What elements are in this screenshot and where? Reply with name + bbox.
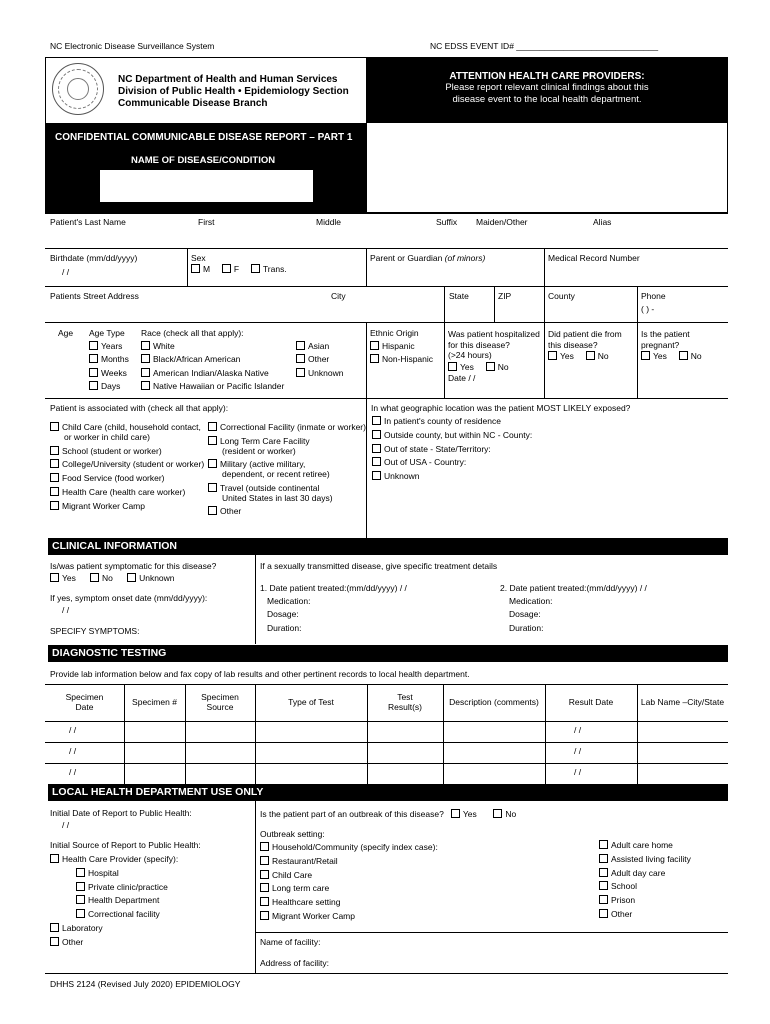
age-type-label: Age Type — [89, 328, 125, 338]
assoc-ltc[interactable]: Long Term Care Facility — [208, 436, 366, 447]
sex-f-checkbox[interactable] — [222, 264, 231, 273]
disease-label: NAME OF DISEASE/CONDITION — [131, 155, 276, 166]
pregnant-question: Is the patient pregnant? Yes No — [641, 329, 702, 362]
race-asian[interactable]: Asian — [296, 341, 343, 351]
onset-label: If yes, symptom onset date (mm/dd/yyyy): — [50, 593, 208, 603]
symp-unknown-checkbox[interactable] — [127, 573, 136, 582]
assoc-school[interactable]: School (student or worker) — [50, 446, 204, 457]
disease-name-input[interactable] — [100, 170, 313, 202]
table-row-2-specimen-date[interactable]: / / — [69, 746, 77, 756]
died-no-checkbox[interactable] — [586, 351, 595, 360]
county-label: County — [548, 291, 575, 301]
sex-options: M F Trans. — [191, 264, 287, 275]
initial-date-input[interactable]: / / — [62, 820, 70, 830]
association-col-1: Child Care (child, household contact, or worker in child care) School (student or worker) College/University (student or worker) Food Service (food worker) Health Care (health care worker) Migrant Worker Camp — [50, 422, 204, 514]
specify-symptoms-label: SPECIFY SYMPTOMS: — [50, 626, 140, 636]
middle-name-label: Middle — [316, 217, 342, 227]
treatment-1-date[interactable]: 1. Date patient treated:(mm/dd/yyyy) / / — [260, 583, 407, 593]
sex-label: Sex — [191, 253, 206, 263]
outbreak-no-checkbox[interactable] — [493, 809, 502, 818]
suffix-label: Suffix — [436, 217, 458, 227]
form-footer: DHHS 2124 (Revised July 2020) EPIDEMIOLOGY — [50, 979, 241, 989]
col-header-specimen-num: Specimen # — [132, 697, 177, 707]
assoc-health-care[interactable]: Health Care (health care worker) — [50, 487, 204, 498]
setting-adult-day-care[interactable]: Adult day care — [599, 868, 691, 879]
sex-trans-checkbox[interactable] — [251, 264, 260, 273]
zip-label: ZIP — [498, 291, 512, 301]
table-row-3-specimen-date[interactable]: / / — [69, 767, 77, 777]
phone-label: Phone — [641, 291, 666, 301]
treatment-1: 1. Date patient treated:(mm/dd/yyyy) / / Medication: Dosage: Duration: — [260, 583, 407, 633]
treatment-2: 2. Date patient treated:(mm/dd/yyyy) / / Medication: Dosage: Duration: — [500, 583, 647, 633]
setting-restaurant[interactable]: Restaurant/Retail — [260, 856, 438, 867]
clinical-section-header: CLINICAL INFORMATION — [48, 538, 728, 555]
preg-no-checkbox[interactable] — [679, 351, 688, 360]
setting-assisted-living[interactable]: Assisted living facility — [599, 854, 691, 865]
assoc-college[interactable]: College/University (student or worker) — [50, 459, 204, 470]
died-question: Did patient die from this disease? Yes No — [548, 329, 622, 362]
exposure-label: In what geographic location was the patient MOST LIKELY exposed? — [371, 403, 631, 413]
symptomatic-options: Yes No Unknown — [50, 573, 175, 584]
race-other[interactable]: Other — [296, 354, 343, 364]
race-unknown[interactable]: Unknown — [296, 368, 343, 378]
race-american-indian[interactable]: American Indian/Alaska Native — [141, 368, 284, 378]
local-section-header: LOCAL HEALTH DEPARTMENT USE ONLY — [48, 784, 728, 801]
diagnostic-note: Provide lab information below and fax copy of lab results and other pertinent records to local health department. — [50, 669, 470, 679]
lab-table — [45, 684, 728, 784]
race-list-right — [296, 341, 343, 381]
setting-prison[interactable]: Prison — [599, 895, 691, 906]
assoc-child-care[interactable]: Child Care (child, household contact, — [50, 422, 204, 433]
last-name-label: Patient's Last Name — [50, 217, 126, 227]
initial-date-label: Initial Date of Report to Public Health: — [50, 808, 192, 818]
association-col-2: Correctional Facility (inmate or worker) Long Term Care Facility (resident or worker) Military (active military, dependent, or recent retiree) Travel (outside continental United States in last 30 days) Other — [208, 422, 366, 520]
ethnic-label: Ethnic Origin — [370, 328, 419, 338]
symptomatic-question: Is/was patient symptomatic for this disease? — [50, 561, 217, 571]
hosp-yes-checkbox[interactable] — [448, 362, 457, 371]
ethnic-non-hispanic[interactable]: Non-Hispanic — [370, 354, 433, 364]
setting-school[interactable]: School — [599, 881, 691, 892]
exposure-own-county[interactable]: In patient's county of residence — [372, 416, 532, 427]
dept-name: NC Department of Health and Human Services — [118, 74, 338, 85]
hosp-date[interactable]: Date / / — [448, 372, 476, 383]
age-type-weeks[interactable]: Weeks — [89, 368, 129, 378]
treatment-2-date[interactable]: 2. Date patient treated:(mm/dd/yyyy) / / — [500, 583, 647, 593]
division-name: Division of Public Health • Epidemiology Section — [118, 86, 349, 97]
source-hospital[interactable]: Hospital — [50, 868, 178, 879]
symp-no-checkbox[interactable] — [90, 573, 99, 582]
age-label: Age — [58, 328, 74, 338]
first-name-label: First — [198, 217, 215, 227]
facility-address-label: Address of facility: — [260, 958, 329, 968]
col-header-result-date: Result Date — [568, 697, 614, 707]
attention-line-1: Please report relevant clinical findings about this — [445, 82, 649, 93]
age-type-list — [89, 341, 129, 394]
std-label: If a sexually transmitted disease, give specific treatment details — [260, 561, 498, 571]
race-list-left — [141, 341, 284, 394]
birthdate-label: Birthdate (mm/dd/yyyy) — [50, 253, 138, 263]
table-row-2-result-date[interactable]: / / — [574, 746, 582, 756]
col-header-description: Description (comments) — [449, 697, 539, 707]
event-id-field[interactable]: NC EDSS EVENT ID# ______________________________ — [430, 41, 659, 51]
table-row-1-result-date[interactable]: / / — [574, 725, 582, 735]
outbreak-setting-label: Outbreak setting: — [260, 829, 325, 839]
outbreak-yes-checkbox[interactable] — [451, 809, 460, 818]
assoc-correctional[interactable]: Correctional Facility (inmate or worker) — [208, 422, 366, 433]
source-health-dept[interactable]: Health Department — [50, 895, 178, 906]
attention-title: ATTENTION HEALTH CARE PROVIDERS: — [449, 71, 645, 82]
col-header-specimen-date: Specimen Date — [65, 692, 104, 713]
phone-input[interactable]: ( ) - — [641, 304, 655, 314]
initial-source-label: Initial Source of Report to Public Health: — [50, 840, 201, 850]
exposure-in-nc[interactable]: Outside county, but within NC - County: — [372, 430, 532, 441]
hospitalized-question: Was patient hospitalized for this disease? (>24 hours) Yes No Date / / — [448, 329, 540, 383]
exposure-unknown[interactable]: Unknown — [372, 471, 532, 482]
outbreak-question: Is the patient part of an outbreak of this disease? Yes No — [260, 809, 517, 819]
source-hcp[interactable]: Health Care Provider (specify): — [50, 854, 178, 865]
source-other[interactable]: Other — [50, 937, 178, 948]
race-black[interactable]: Black/African American — [141, 354, 284, 364]
exposure-out-of-state[interactable]: Out of state - State/Territory: — [372, 444, 532, 455]
race-pacific-islander[interactable]: Native Hawaiian or Pacific Islander — [141, 381, 284, 391]
exposure-list — [372, 416, 532, 485]
age-type-years[interactable]: Years — [89, 341, 129, 351]
system-name: NC Electronic Disease Surveillance System — [50, 41, 215, 51]
state-label: State — [449, 291, 469, 301]
preg-yes-checkbox[interactable] — [641, 351, 650, 360]
assoc-other[interactable]: Other — [208, 506, 366, 517]
facility-name-label: Name of facility: — [260, 937, 321, 947]
setting-other[interactable]: Other — [599, 909, 691, 920]
diagnostic-section-header: DIAGNOSTIC TESTING — [48, 645, 728, 662]
age-type-days[interactable]: Days — [89, 381, 129, 391]
report-title: CONFIDENTIAL COMMUNICABLE DISEASE REPORT – PART 1 — [55, 132, 353, 143]
age-type-months[interactable]: Months — [89, 354, 129, 364]
source-laboratory[interactable]: Laboratory — [50, 923, 178, 934]
setting-household[interactable]: Household/Community (specify index case): — [260, 842, 438, 853]
outbreak-settings-right — [599, 840, 691, 923]
col-header-test-type: Type of Test — [288, 697, 334, 707]
outbreak-settings-left — [260, 842, 438, 925]
race-label: Race (check all that apply): — [141, 328, 244, 338]
attention-line-2: disease event to the local health department. — [452, 94, 642, 105]
assoc-food-service[interactable]: Food Service (food worker) — [50, 473, 204, 484]
report-title-panel — [46, 124, 366, 212]
association-label: Patient is associated with (check all that apply): — [50, 403, 229, 413]
setting-migrant-camp[interactable]: Migrant Worker Camp — [260, 911, 438, 922]
onset-date-input[interactable]: / / — [62, 605, 70, 615]
branch-name: Communicable Disease Branch — [118, 98, 268, 109]
table-row-1-specimen-date[interactable]: / / — [69, 725, 77, 735]
initial-source-list — [50, 854, 178, 950]
assoc-military[interactable]: Military (active military, — [208, 459, 366, 470]
hosp-no-checkbox[interactable] — [486, 362, 495, 371]
exposure-out-of-usa[interactable]: Out of USA - Country: — [372, 457, 532, 468]
setting-adult-care-home[interactable]: Adult care home — [599, 840, 691, 851]
source-correctional[interactable]: Correctional facility — [50, 909, 178, 920]
alias-label: Alias — [593, 217, 612, 227]
setting-healthcare[interactable]: Healthcare setting — [260, 897, 438, 908]
assoc-migrant-camp[interactable]: Migrant Worker Camp — [50, 501, 204, 512]
attention-panel — [367, 58, 727, 123]
city-label: City — [331, 291, 346, 301]
table-row-3-result-date[interactable]: / / — [574, 767, 582, 777]
guardian-label: Parent or Guardian (of minors) — [370, 253, 486, 263]
symp-yes-checkbox[interactable] — [50, 573, 59, 582]
race-white[interactable]: White — [141, 341, 284, 351]
died-yes-checkbox[interactable] — [548, 351, 557, 360]
nc-seal-icon — [52, 63, 104, 115]
birthdate-input[interactable]: / / — [62, 267, 70, 277]
ethnic-hispanic[interactable]: Hispanic — [370, 341, 433, 351]
maiden-label: Maiden/Other — [476, 217, 528, 227]
assoc-travel[interactable]: Travel (outside continental — [208, 483, 366, 494]
col-header-specimen-source: Specimen Source — [201, 692, 239, 713]
col-header-lab-name: Lab Name –City/State — [640, 697, 725, 707]
setting-child-care[interactable]: Child Care — [260, 870, 438, 881]
street-label: Patients Street Address — [50, 291, 139, 301]
ethnic-list — [370, 341, 433, 368]
col-header-test-result: Test Result(s) — [387, 692, 422, 713]
sex-m-checkbox[interactable] — [191, 264, 200, 273]
source-private-clinic[interactable]: Private clinic/practice — [50, 882, 178, 893]
mrn-label: Medical Record Number — [548, 253, 640, 263]
setting-long-term-care[interactable]: Long term care — [260, 883, 438, 894]
